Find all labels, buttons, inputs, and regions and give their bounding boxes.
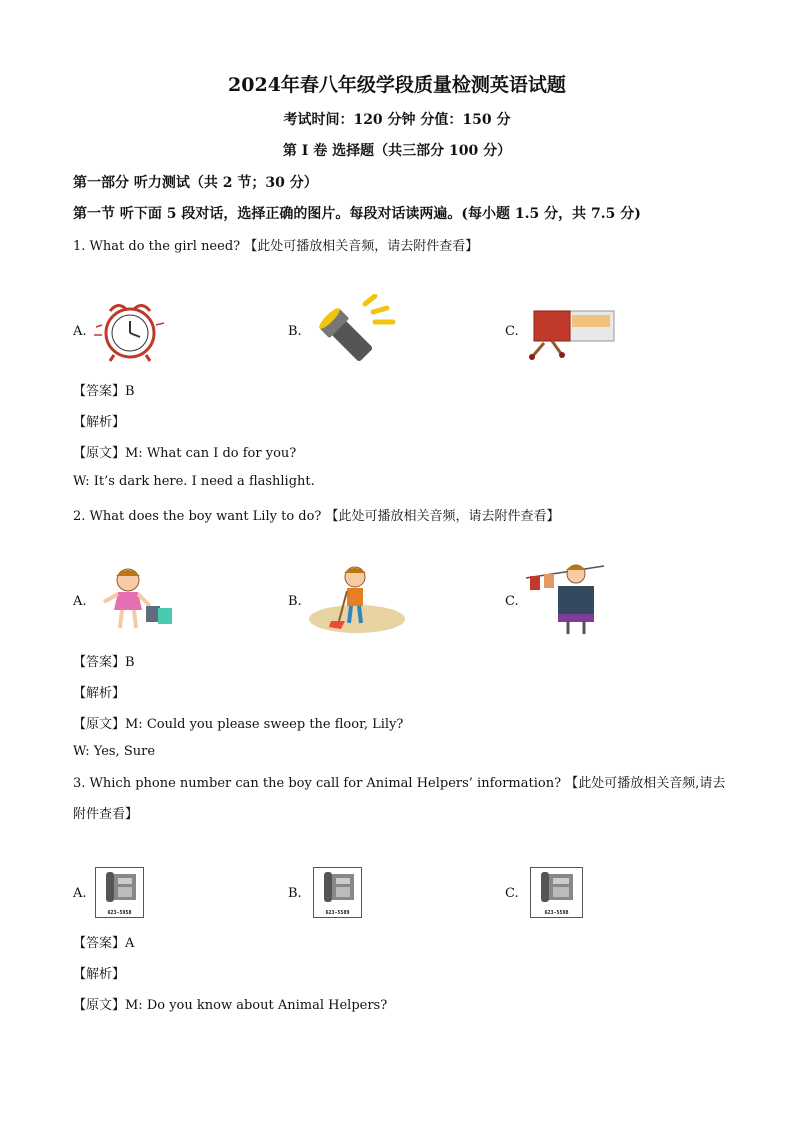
section-heading: 第一节 听下面 5 段对话，选择正确的图片。每段对话读两遍。(每小题 1.5 分，共 7.5 分) <box>73 206 641 222</box>
part-heading: 第一部分 听力测试（共 2 节；30 分） <box>73 175 318 191</box>
q3-option-a-label: A. <box>73 886 87 901</box>
phone-number: 623-5958 <box>107 910 132 916</box>
q1-analysis: 【解析】 <box>73 415 126 430</box>
phone-number: 623-5598 <box>544 910 569 916</box>
q2-transcript-line: W: Yes, Sure <box>73 744 156 759</box>
girl-sweeping-icon <box>305 563 407 635</box>
q1-transcript-line: W: It’s dark here. I need a flashlight. <box>73 474 315 489</box>
girl-hanging-clothes-icon <box>522 562 608 638</box>
q2-option-b-label: B. <box>288 594 302 609</box>
flashlight-icon <box>305 294 401 366</box>
q3-analysis: 【解析】 <box>73 967 126 982</box>
phone-card-c <box>530 867 583 918</box>
matchbox-icon <box>522 305 618 361</box>
q3-transcript-line: 【原文】M: Do you know about Animal Helpers? <box>73 998 388 1013</box>
q1-option-c-label: C. <box>505 324 519 339</box>
q2-transcript-line: 【原文】M: Could you please sweep the floor, Lily? <box>73 717 404 732</box>
telephone-icon <box>96 868 143 906</box>
q3-option-b-label: B. <box>288 886 302 901</box>
alarm-clock-icon <box>90 297 170 363</box>
girl-shopping-icon <box>92 566 182 634</box>
question-3-stem: 3. Which phone number can the boy call for Animal Helpers’ information? 【此处可播放相关音频,请去附件查看】 <box>73 776 726 822</box>
telephone-icon <box>314 868 361 906</box>
phone-card-a <box>95 867 144 918</box>
exam-info: 考试时间：120 分钟 分值：150 分 <box>283 112 511 128</box>
volume-heading: 第 I 卷 选择题（共三部分 100 分） <box>282 143 512 159</box>
page-title: 2024年春八年级学段质量检测英语试题 <box>228 74 566 96</box>
q2-option-a-label: A. <box>73 594 87 609</box>
q2-option-c-label: C. <box>505 594 519 609</box>
phone-number: 623-5589 <box>325 910 350 916</box>
q2-answer: 【答案】B <box>73 655 135 670</box>
q3-answer: 【答案】A <box>73 936 135 951</box>
q1-transcript-line: 【原文】M: What can I do for you? <box>73 446 297 461</box>
telephone-icon <box>531 868 582 906</box>
q1-option-a-label: A. <box>73 324 87 339</box>
phone-card-b <box>313 867 362 918</box>
q2-analysis: 【解析】 <box>73 686 126 701</box>
q1-answer: 【答案】B <box>73 384 135 399</box>
q3-option-c-label: C. <box>505 886 519 901</box>
question-2-stem: 2. What does the boy want Lily to do? 【此处可播放相关音频，请去附件查看】 <box>73 509 560 524</box>
q1-option-b-label: B. <box>288 324 302 339</box>
question-1-stem: 1. What do the girl need? 【此处可播放相关音频，请去附件查看】 <box>73 239 479 254</box>
